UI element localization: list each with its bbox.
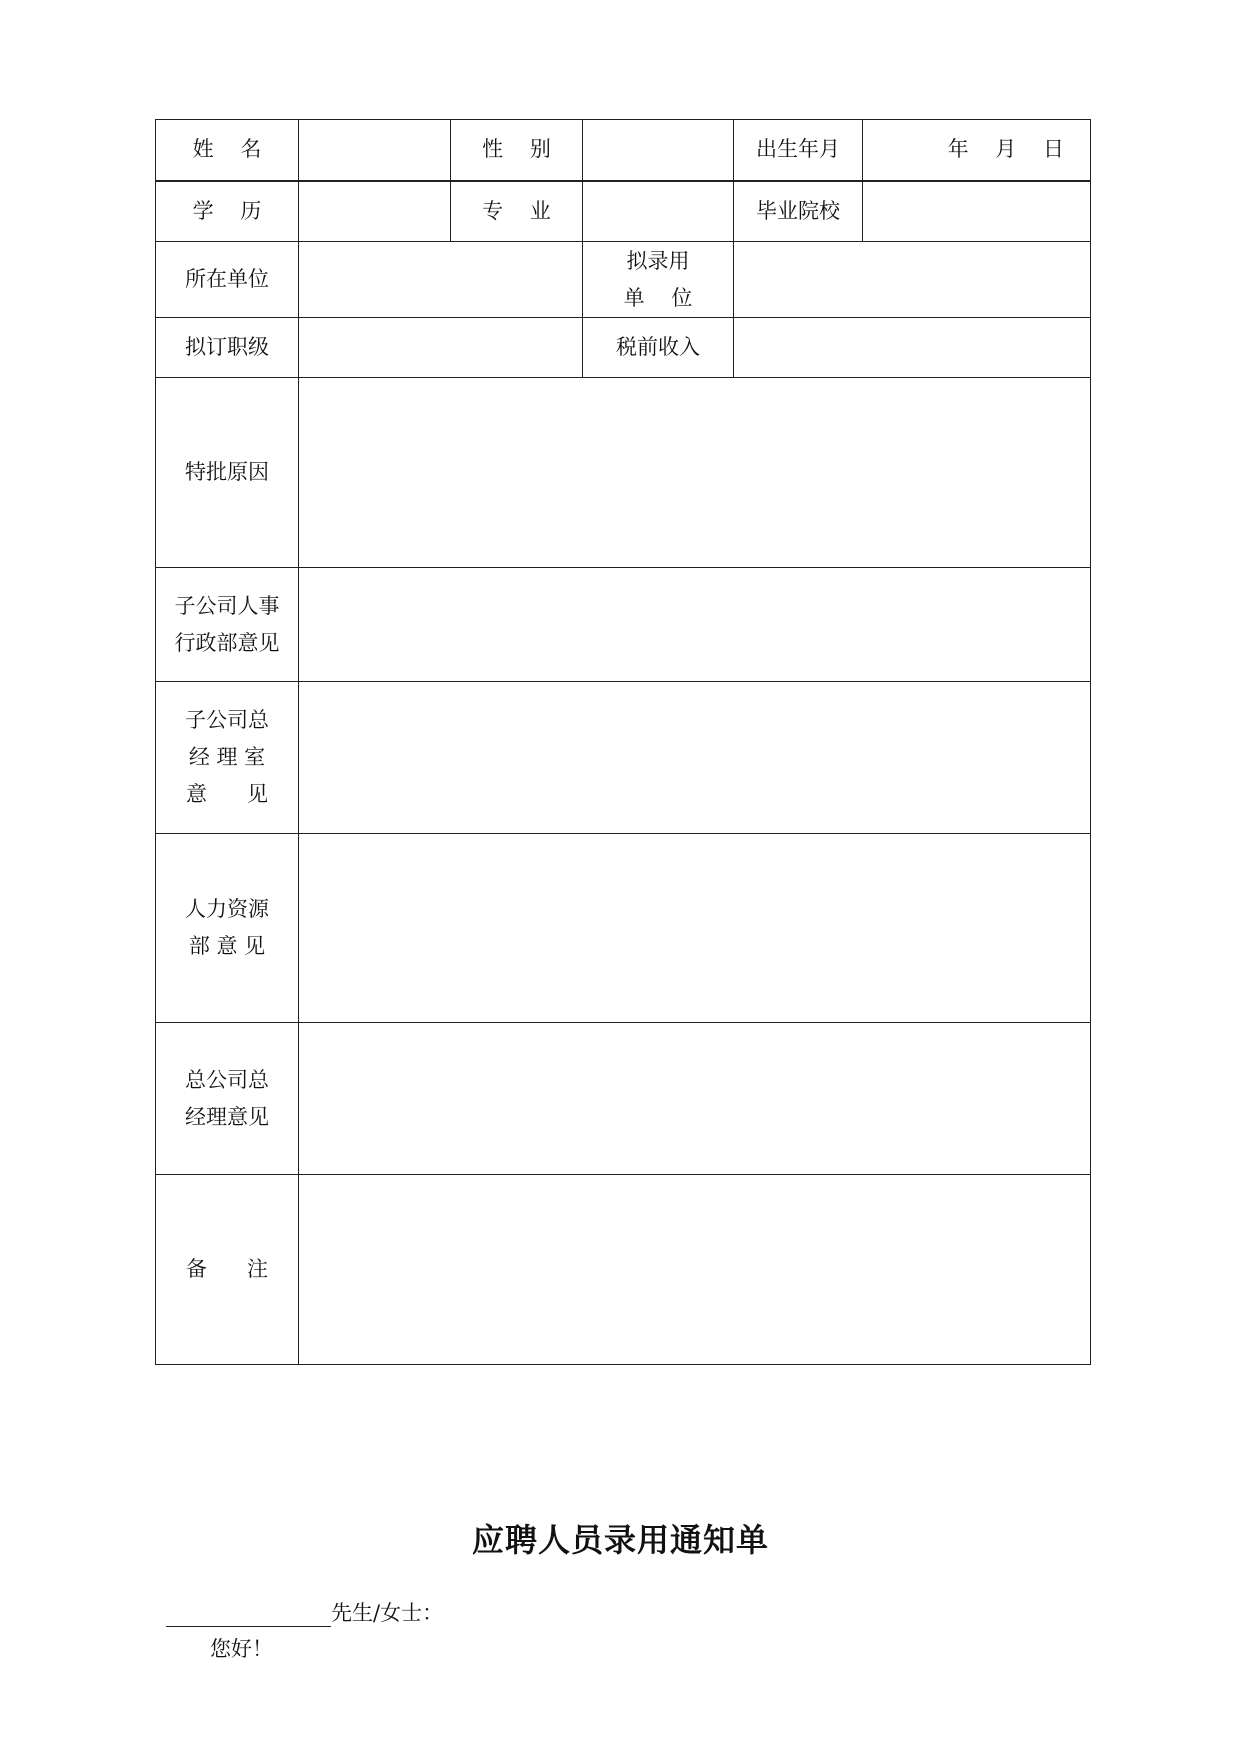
recipient-name-blank[interactable] xyxy=(166,1602,331,1627)
major-field[interactable] xyxy=(583,181,734,242)
approval-form-table xyxy=(155,119,1091,1365)
remarks-field[interactable] xyxy=(299,1175,1091,1365)
proposed-unit-label: 拟录用 单 位 xyxy=(583,242,734,318)
form-row-remarks xyxy=(156,1175,1091,1365)
hr-dept-opinion-field[interactable] xyxy=(299,834,1091,1023)
form-row-rank xyxy=(156,318,1091,378)
special-reason-label: 特批原因 xyxy=(156,378,299,568)
sub-gm-opinion-label: 子公司总 经 理 室 意 见 xyxy=(156,682,299,834)
sub-hr-opinion-field[interactable] xyxy=(299,568,1091,682)
hq-gm-opinion-label: 总公司总 经理意见 xyxy=(156,1023,299,1175)
salutation-line xyxy=(166,1597,443,1627)
remarks-label: 备 注 xyxy=(156,1175,299,1365)
name-label: 姓 名 xyxy=(156,120,299,181)
notice-title: 应聘人员录用通知单 xyxy=(471,1521,769,1559)
form-row-education xyxy=(156,181,1091,242)
gender-field[interactable] xyxy=(583,120,734,181)
birth-label: 出生年月 xyxy=(734,120,863,181)
pretax-income-label: 税前收入 xyxy=(583,318,734,378)
proposed-rank-label: 拟订职级 xyxy=(156,318,299,378)
hq-gm-opinion-field[interactable] xyxy=(299,1023,1091,1175)
form-row-hr-dept-opinion xyxy=(156,834,1091,1023)
form-row-hq-gm-opinion xyxy=(156,1023,1091,1175)
salutation-suffix: 先生/女士： xyxy=(331,1601,444,1625)
pretax-income-field[interactable] xyxy=(734,318,1091,378)
current-unit-field[interactable] xyxy=(299,242,583,318)
special-reason-field[interactable] xyxy=(299,378,1091,568)
education-field[interactable] xyxy=(299,181,451,242)
form-row-sub-hr-opinion xyxy=(156,568,1091,682)
form-row-special-reason xyxy=(156,378,1091,568)
hr-dept-opinion-label: 人力资源 部 意 见 xyxy=(156,834,299,1023)
birth-date-field[interactable]: 年 月 日 xyxy=(863,120,1091,181)
school-label: 毕业院校 xyxy=(734,181,863,242)
sub-hr-opinion-label: 子公司人事 行政部意见 xyxy=(156,568,299,682)
gender-label: 性 别 xyxy=(451,120,583,181)
education-label: 学 历 xyxy=(156,181,299,242)
sub-gm-opinion-field[interactable] xyxy=(299,682,1091,834)
form-row-basic-info xyxy=(156,120,1091,181)
current-unit-label: 所在单位 xyxy=(156,242,299,318)
proposed-unit-field[interactable] xyxy=(734,242,1091,318)
school-field[interactable] xyxy=(863,181,1091,242)
name-field[interactable] xyxy=(299,120,451,181)
greeting-text: 您好！ xyxy=(210,1637,273,1661)
form-row-sub-gm-opinion xyxy=(156,682,1091,834)
form-row-units xyxy=(156,242,1091,318)
major-label: 专 业 xyxy=(451,181,583,242)
proposed-rank-field[interactable] xyxy=(299,318,583,378)
